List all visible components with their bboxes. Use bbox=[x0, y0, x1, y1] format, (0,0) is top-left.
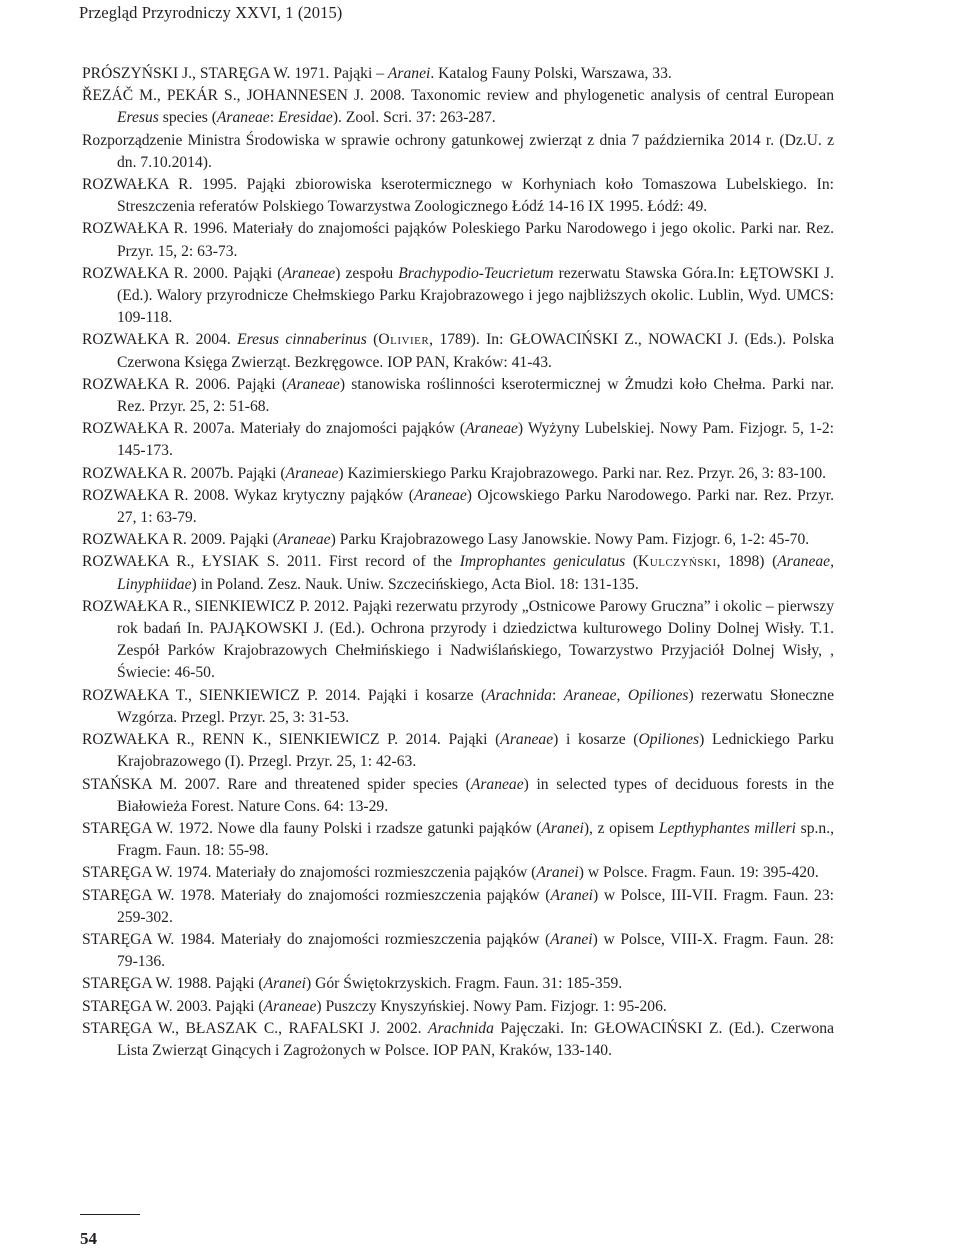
reference-entry bbox=[82, 973, 834, 995]
reference-entry bbox=[82, 130, 834, 174]
italic-text: Brachypodio-Teucrietum bbox=[398, 264, 554, 282]
text-segment: ROZWAŁKA R. 2000. Pająki ( bbox=[82, 264, 283, 282]
italic-text: Araneae bbox=[216, 109, 270, 127]
text-segment: ŘEZÁČ M., PEKÁR S., JOHANNESEN J. 2008. Taxonomic review and phylogenetic analysis of central European bbox=[82, 87, 834, 105]
reference-entry bbox=[82, 996, 834, 1018]
reference-entry bbox=[82, 418, 834, 462]
italic-text: Araneae bbox=[470, 775, 524, 793]
reference-entry bbox=[82, 174, 834, 218]
text-segment: : bbox=[551, 686, 564, 704]
text-segment: , bbox=[616, 686, 628, 704]
text-segment: ) rezerwatu Słoneczne Wzgórza. Przegl. Przyr. 25, 3: 31-53. bbox=[117, 686, 834, 726]
reference-entry bbox=[82, 818, 834, 862]
text-segment: Rozporządzenie Ministra Środowiska w sprawie ochrony gatunkowej zwierząt z dnia 7 października 2014 r. (Dz.U. z dn. 7.10.2014). bbox=[82, 131, 834, 171]
text-segment: STAŃSKA M. 2007. Rare and threatened spider species ( bbox=[82, 775, 471, 793]
text-segment: ) Parku Krajobrazowego Lasy Janowskie. Nowy Pam. Fizjogr. 6, 1-2: 45-70. bbox=[330, 531, 810, 549]
reference-entry bbox=[82, 596, 834, 685]
text-segment: ROZWAŁKA R. 2008. Wykaz krytyczny pająków ( bbox=[82, 486, 414, 504]
text-segment: sp.n., Fragm. Faun. 18: 55-98. bbox=[117, 819, 834, 860]
text-segment: ) w Polsce, VIII-X. Fragm. Faun. 28: 79-136. bbox=[117, 930, 834, 971]
reference-entry bbox=[82, 263, 834, 330]
italic-text: Araneae bbox=[465, 420, 518, 438]
text-segment: ) Gór Świętokrzyskich. Fragm. Faun. 31: 185-359. bbox=[306, 975, 623, 993]
text-segment: STARĘGA W. 2003. Pająki ( bbox=[82, 997, 264, 1015]
text-segment: ROZWAŁKA R. 1995. Pająki zbiorowiska kserotermicznego w Korhyniach koło Tomaszowa Lubelskiego. In: Streszczenia referatów Polskiego Towarzystwa Zoologicznego Łódź 14-16 IX 1995. Łódź: 49. bbox=[82, 176, 834, 216]
reference-entry bbox=[82, 929, 834, 973]
text-segment: ROZWAŁKA R., ŁYSIAK S. 2011. First record of the bbox=[82, 553, 460, 571]
italic-text: Aranei bbox=[541, 819, 584, 837]
text-segment: ) w Polsce, III-VII. Fragm. Faun. 23: 259-302. bbox=[117, 886, 834, 926]
text-segment: ) i kosarze ( bbox=[553, 731, 639, 749]
text-segment: STARĘGA W. 1988. Pająki ( bbox=[82, 975, 264, 993]
text-segment: ). Zool. Scri. 37: 263-287. bbox=[332, 109, 496, 127]
reference-entry bbox=[82, 463, 834, 485]
italic-text: Araneae bbox=[287, 375, 340, 393]
italic-text: Arachnida bbox=[428, 1019, 494, 1037]
italic-text: Aranei bbox=[550, 930, 593, 948]
text-segment: STARĘGA W. 1984. Materiały do znajomości rozmieszczenia pająków ( bbox=[82, 930, 551, 948]
reference-entry bbox=[82, 63, 834, 85]
text-segment: ) Lednickiego Parku Krajobrazowego (I). Przegl. Przyr. 25, 1: 42-63. bbox=[117, 731, 834, 771]
italic-text: Improphantes geniculatus bbox=[459, 553, 626, 571]
text-segment: ROZWAŁKA R. 2007a. Materiały do znajomości pająków ( bbox=[82, 420, 466, 438]
text-segment: , 1789). In: GŁOWACIŃSKI Z., NOWACKI J. (Eds.). Polska Czerwona Księga Zwierząt. Bezkręgowce. IOP PAN, Kraków: 41-43. bbox=[117, 331, 834, 371]
text-segment: : bbox=[269, 109, 278, 127]
italic-text: Araneae bbox=[413, 486, 467, 504]
italic-text: Araneae bbox=[263, 997, 317, 1015]
reference-entry bbox=[82, 329, 834, 373]
reference-entry bbox=[82, 729, 834, 773]
small-caps-text: Olivier bbox=[378, 331, 430, 349]
reference-entry bbox=[82, 529, 834, 551]
text-segment: ) Ojcowskiego Parku Narodowego. Parki nar. Rez. Przyr. 27, 1: 63-79. bbox=[117, 486, 834, 527]
text-segment: ROZWAŁKA R. 1996. Materiały do znajomości pająków Poleskiego Parku Narodowego i jego okolic. Parki nar. Rez. Przyr. 15, 2: 63-73. bbox=[82, 220, 834, 260]
italic-text: Lepthyphantes milleri bbox=[658, 819, 796, 837]
text-segment: ROZWAŁKA T., SIENKIEWICZ P. 2014. Pająki i kosarze ( bbox=[82, 686, 487, 704]
text-segment: ROZWAŁKA R. 2009. Pająki ( bbox=[82, 531, 278, 549]
reference-entry bbox=[82, 774, 834, 818]
text-segment: ( bbox=[366, 331, 379, 349]
text-segment: ) stanowiska roślinności kserotermicznej w Żmudzi koło Chełma. Parki nar. Rez. Przyr. 25, 2: 51-68. bbox=[117, 375, 835, 416]
text-segment: ), z opisem bbox=[583, 819, 659, 837]
text-segment: ) in selected types of deciduous forests in the Białowieża Forest. Nature Cons. 64: 13-29. bbox=[117, 775, 834, 815]
text-segment: ROZWAŁKA R., RENN K., SIENKIEWICZ P. 2014. Pająki ( bbox=[82, 731, 501, 749]
italic-text: Eresidae bbox=[277, 109, 333, 127]
italic-text: Eresus cinnaberinus bbox=[237, 331, 367, 349]
text-segment: . Katalog Fauny Polski, Warszawa, 33. bbox=[430, 65, 672, 82]
italic-text: Araneae bbox=[500, 731, 554, 749]
text-segment: ) zespołu bbox=[335, 264, 399, 282]
footer-rule bbox=[80, 1214, 140, 1215]
text-segment: ROZWAŁKA R., SIENKIEWICZ P. 2012. Pająki rezerwatu przyrody „Ostnicowe Parowy Gruczna” i okolic – pierwszy rok badań In. PAJĄKOWSKI J. (Ed.). Ochrona przyrody i dziedzictwa kulturowego Doliny Dolnej Wisły. T.1. Zespół Parków Krajobrazowych Chełmińskiego i Nadwiślańskiego, Towarzystwo Przyjaciół Dolnej Wisły, , Świecie: 46-50. bbox=[82, 597, 834, 682]
italic-text: Arachnida bbox=[486, 686, 552, 704]
text-segment: ) w Polsce. Fragm. Faun. 19: 395-420. bbox=[578, 864, 819, 882]
text-segment: ) Puszczy Knyszyńskiej. Nowy Pam. Fizjogr. 1: 95-206. bbox=[316, 997, 667, 1015]
text-segment: , 1898) ( bbox=[716, 553, 778, 571]
text-segment: ROZWAŁKA R. 2006. Pająki ( bbox=[82, 375, 288, 393]
italic-text: Aranei bbox=[536, 864, 579, 882]
running-header: Przegląd Przyrodniczy XXVI, 1 (2015) bbox=[79, 3, 343, 22]
reference-entry bbox=[82, 85, 834, 129]
italic-text: Eresus bbox=[117, 109, 159, 127]
italic-text: Araneae bbox=[285, 464, 339, 482]
text-segment: STARĘGA W. 1972. Nowe dla fauny Polski i rzadsze gatunki pająków ( bbox=[82, 819, 542, 837]
reference-entry bbox=[82, 1018, 834, 1062]
italic-text: Araneae bbox=[277, 531, 331, 549]
reference-list bbox=[82, 63, 834, 1062]
text-segment: STARĘGA W., BŁASZAK C., RAFALSKI J. 2002. bbox=[82, 1019, 429, 1037]
text-segment: Pajęczaki. In: GŁOWACIŃSKI Z. (Ed.). Czerwona Lista Zwierząt Ginących i Zagrożonych w Polsce. IOP PAN, Kraków, 133-140. bbox=[117, 1019, 835, 1059]
text-segment: ROZWAŁKA R. 2007b. Pająki ( bbox=[82, 464, 286, 482]
text-segment: ) Wyżyny Lubelskiej. Nowy Pam. Fizjogr. 5, 1-2: 145-173. bbox=[117, 420, 834, 460]
reference-entry bbox=[82, 551, 834, 595]
text-segment: STARĘGA W. 1974. Materiały do znajomości rozmieszczenia pająków ( bbox=[82, 864, 537, 882]
reference-entry bbox=[82, 862, 834, 884]
text-segment: ROZWAŁKA R. 2004. bbox=[82, 331, 238, 349]
italic-text: Aranei bbox=[387, 65, 431, 82]
italic-text: Araneae bbox=[563, 686, 617, 704]
italic-text: Araneae bbox=[282, 264, 336, 282]
reference-entry bbox=[82, 485, 834, 529]
text-segment: PRÓSZYŃSKI J., STARĘGA W. 1971. Pająki – bbox=[82, 65, 388, 82]
italic-text: Aranei bbox=[550, 886, 593, 904]
text-segment: species ( bbox=[158, 109, 217, 127]
text-segment: ) Kazimierskiego Parku Krajobrazowego. Parki nar. Rez. Przyr. 26, 3: 83-100. bbox=[338, 464, 827, 482]
italic-text: Opiliones bbox=[627, 686, 689, 704]
reference-entry bbox=[82, 685, 834, 729]
reference-entry bbox=[82, 374, 834, 418]
text-segment: STARĘGA W. 1978. Materiały do znajomości rozmieszczenia pająków ( bbox=[82, 886, 551, 904]
italic-text: Araneae, Linyphiidae bbox=[117, 553, 835, 593]
text-segment: ) in Poland. Zesz. Nauk. Uniw. Szczecińskiego, Acta Biol. 18: 131-135. bbox=[191, 575, 639, 593]
text-segment: rezerwatu Stawska Góra.In: ŁĘTOWSKI J. (Ed.). Walory przyrodnicze Chełmskiego Parku Krajobrazowego i jego najbliższych okolic. Lublin, Wyd. UMCS: 109-118. bbox=[117, 264, 835, 327]
small-caps-text: Kulczyński bbox=[638, 553, 717, 571]
reference-entry bbox=[82, 885, 834, 929]
text-segment: ( bbox=[625, 553, 639, 571]
page-number: 54 bbox=[80, 1229, 97, 1248]
reference-entry bbox=[82, 218, 834, 262]
italic-text: Opiliones bbox=[638, 731, 700, 749]
italic-text: Aranei bbox=[263, 975, 307, 993]
